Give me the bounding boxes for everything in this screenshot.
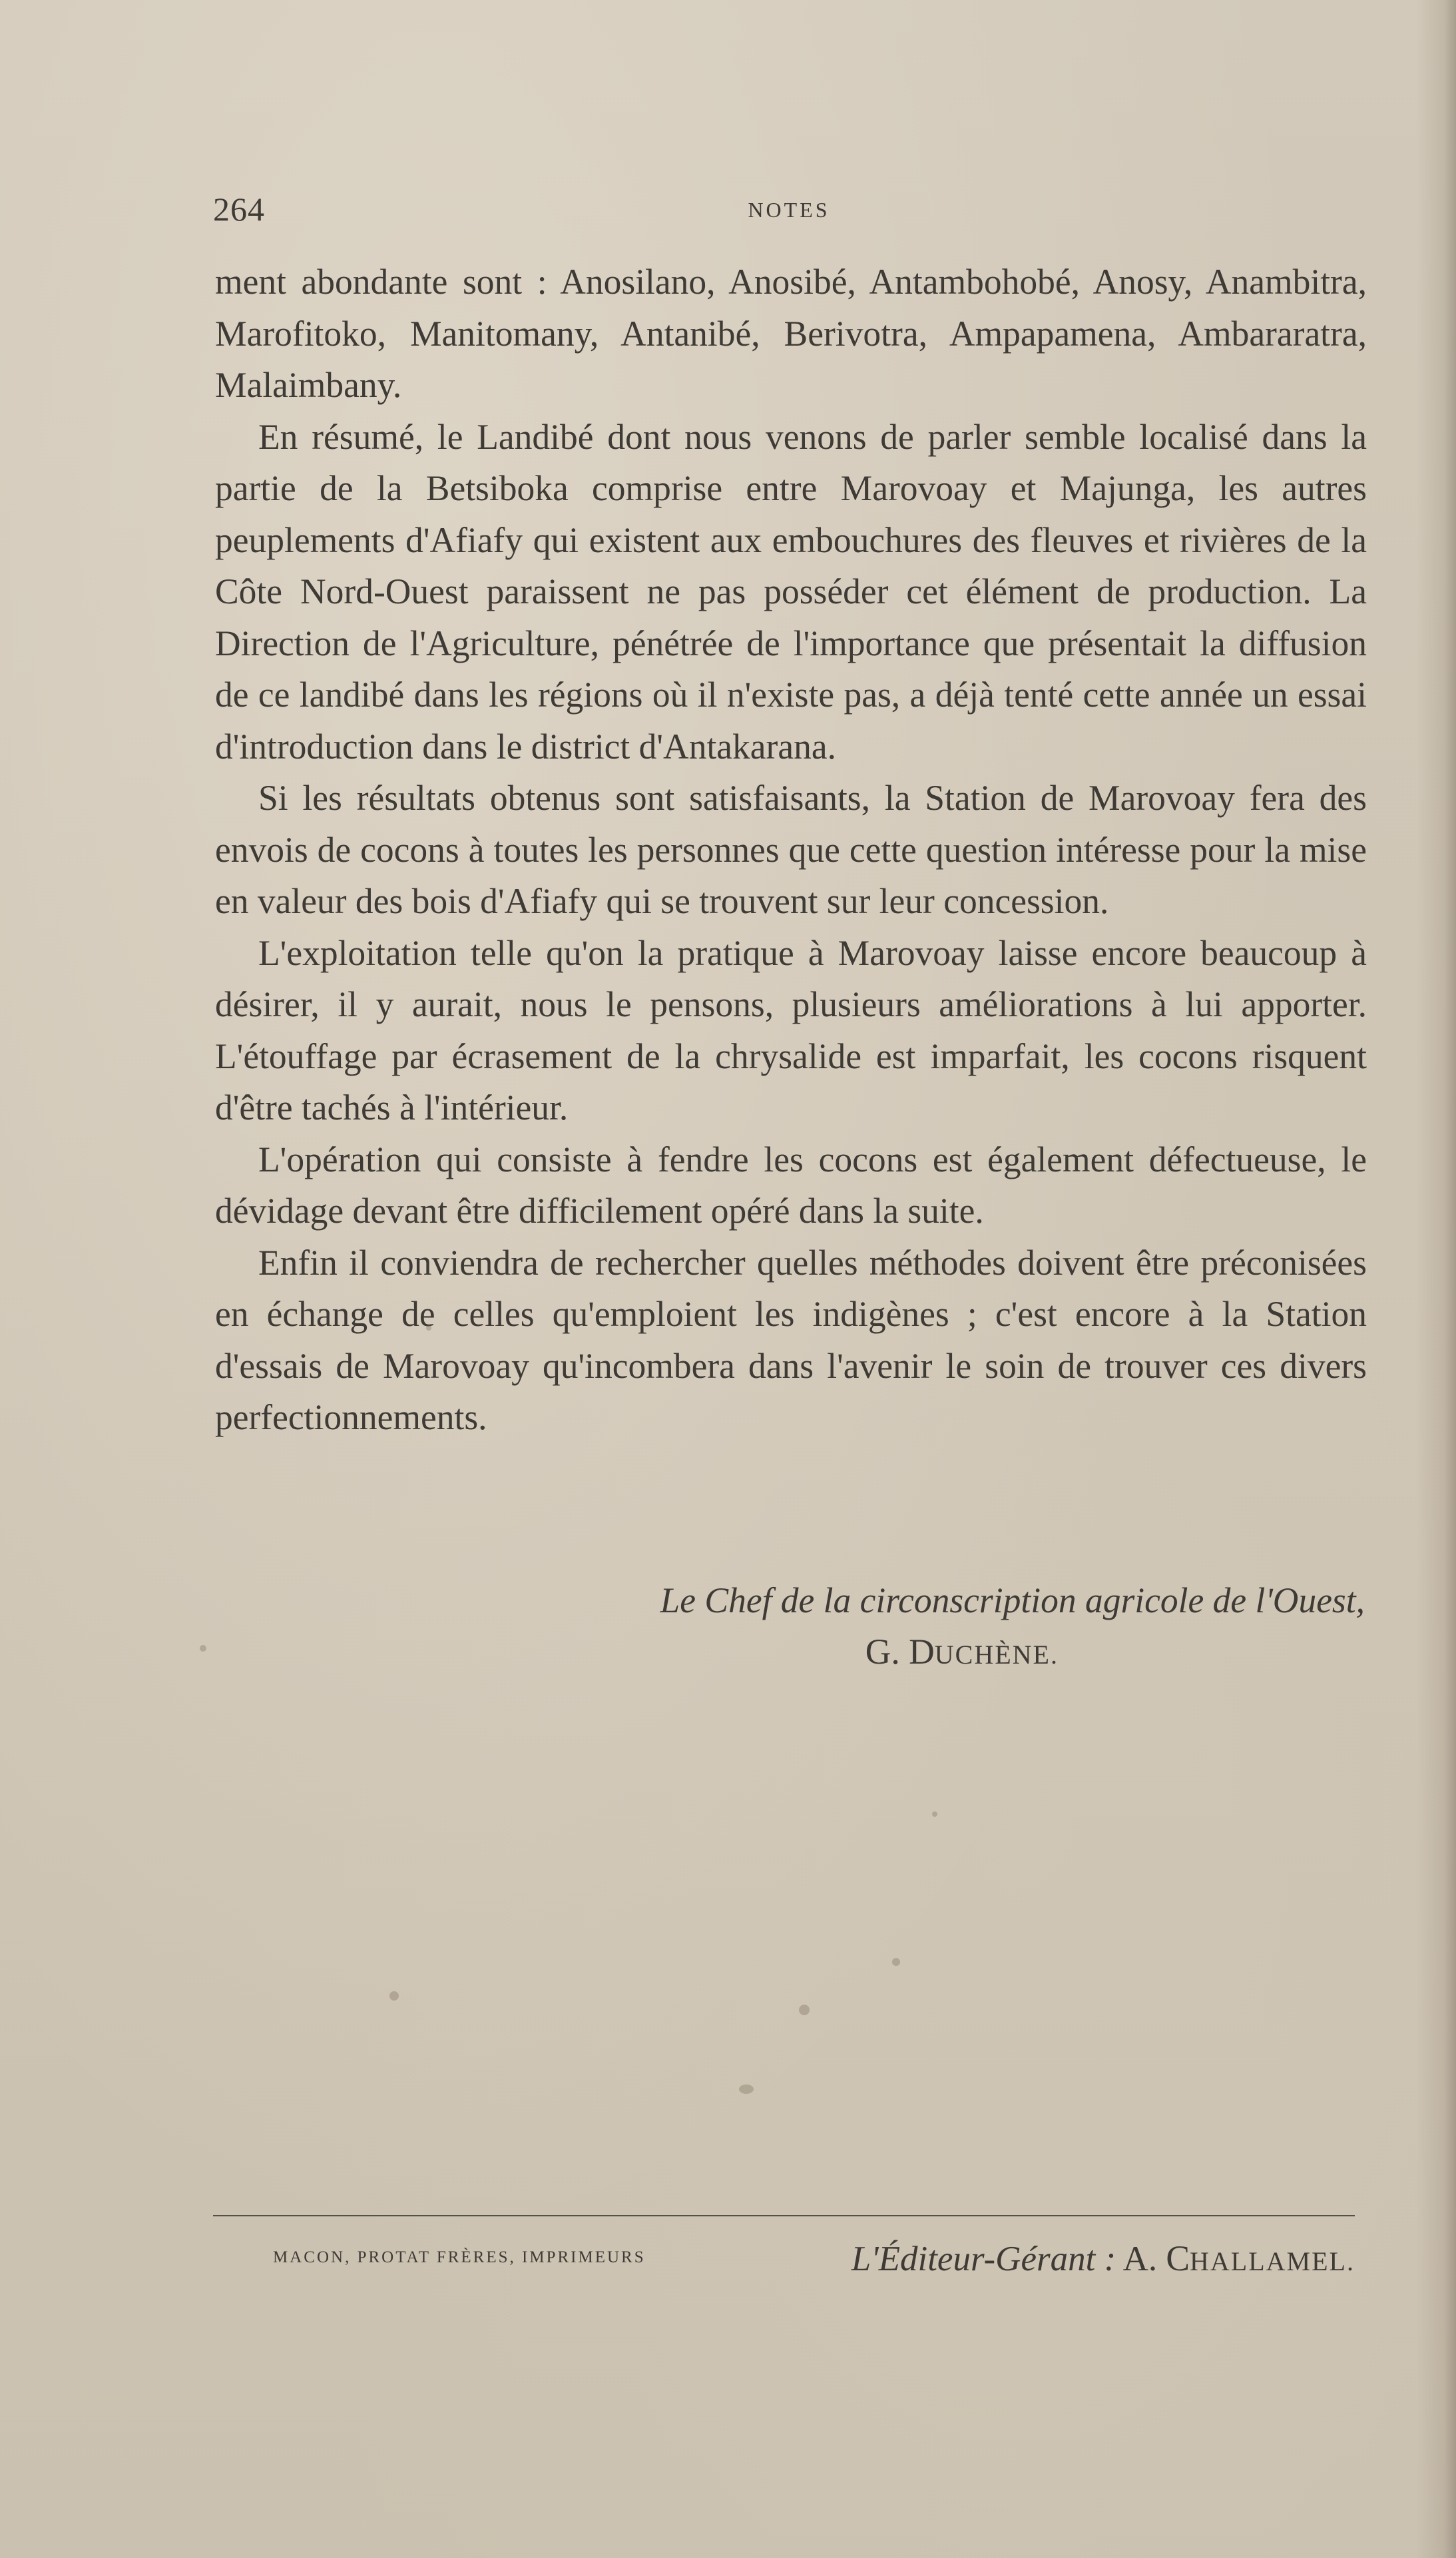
paragraph: En résumé, le Landibé dont nous venons de parler semble localisé dans la partie de la Betsiboka comprise entre Marovoay et Majunga, les autres peuplements d'Afiafy qui existent aux embouchures des fleuves et rivières de la Côte Nord-Ouest paraissent ne pas posséder cet élément de production. La Direction de l'Agriculture, pénétrée de l'importance que présentait la diffusion de ce landibé dans les régions où il n'existe pas, a déjà tenté cette année un essai d'introduction dans le district d'Antakarana. (215, 416, 1367, 767)
paper-speck (799, 2005, 810, 2015)
signature-name (213, 1626, 1365, 1680)
signature-surname-cap: D (909, 1632, 935, 1672)
paper-speck (426, 1325, 431, 1331)
page-number: 264 (213, 190, 265, 228)
editor-initial: A. (1122, 2240, 1158, 2278)
signature-initial: G. (865, 1632, 900, 1672)
printer-credit: MACON, PROTAT FRÈRES, IMPRIMEURS (273, 2248, 646, 2266)
signature-block (213, 1575, 1365, 1680)
paper-speck (200, 1645, 206, 1652)
signature-title: Le Chef de la circonscription agricole de l'Ouest, (660, 1580, 1365, 1620)
running-head: NOTES (748, 198, 830, 222)
paper-speck (932, 1811, 937, 1817)
editor-credit (851, 2238, 1355, 2279)
paragraph: L'exploitation telle qu'on la pratique à Marovoay laisse encore beaucoup à désirer, il y aurait, nous le pensons, plusieurs améliorations à lui apporter. L'étouffage par écrasement de la chrysalide est imparfait, les cocons risquent d'être tachés à l'intérieur. (215, 932, 1367, 1127)
paragraph: ment abondante sont : Anosilano, Anosibé, Antambohobé, Anosy, Anambitra, Marofitoko, Manitomany, Antanibé, Berivotra, Ampapamena, Ambararatra, Malaimbany. (215, 262, 1367, 405)
page-edge-shadow (1416, 0, 1456, 2558)
paragraph: Enfin il conviendra de rechercher quelles méthodes doivent être préconisées en échange de celles qu'emploient les indigènes ; c'est encore à la Station d'essais de Marovoay qu'incombera dans l'avenir le soin de trouver ces divers perfectionnements. (215, 1242, 1367, 1437)
paper-speck (892, 1958, 900, 1966)
paragraph: L'opération qui consiste à fendre les cocons est également défectueuse, le dévidage devant être difficilement opéré dans la suite. (215, 1139, 1367, 1231)
editor-label: L'Éditeur-Gérant : (851, 2240, 1116, 2278)
editor-surname-cap: C (1166, 2238, 1190, 2278)
paper-speck (389, 1991, 399, 2001)
paper-speck (739, 2084, 754, 2094)
body-text (215, 256, 1367, 1444)
footer-rule (213, 2215, 1355, 2216)
editor-surname-rest: HALLAMEL. (1190, 2246, 1355, 2276)
signature-surname-rest: UCHÈNE. (934, 1640, 1059, 1670)
page-footer (273, 2238, 1355, 2278)
paragraph: Si les résultats obtenus sont satisfaisants, la Station de Marovoay fera des envois de cocons à toutes les personnes que cette question intéresse pour la mise en valeur des bois d'Afiafy qui se trouvent sur leur concession. (215, 778, 1367, 921)
page-header (213, 190, 1365, 230)
